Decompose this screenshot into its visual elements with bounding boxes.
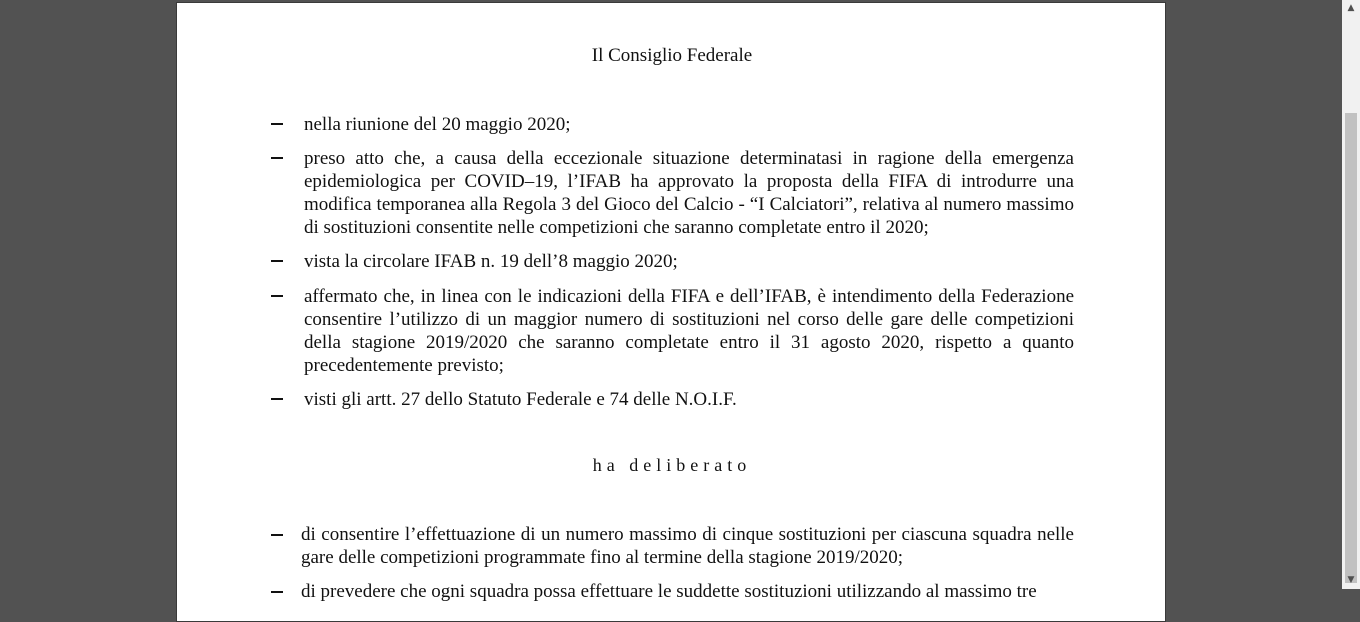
deliberation-heading: ha deliberato [592, 455, 752, 475]
scrollbar-thumb[interactable] [1345, 113, 1357, 583]
decision-text: di consentire l’effettuazione di un numero massimo di cinque sostituzioni per ciascuna squadra nelle gare delle competizioni programmate fino al termine della stagione 2019/2020; [301, 524, 1074, 568]
decision-text: di prevedere che ogni squadra possa effettuare le suddette sostituzioni utilizzando al massimo tre [301, 581, 1037, 602]
premise-text: affermato che, in linea con le indicazioni della FIFA e dell’IFAB, è intendimento della Federazione consentire l’utilizzo di un maggior numero di sostituzioni nel corso delle gare delle competizioni della stagione 2019/2020 che saranno completate entro il 31 agosto 2020, rispetto a quanto precedentemente previsto; [304, 286, 1074, 376]
premise-text: preso atto che, a causa della eccezionale situazione determinatasi in ragione della emergenza epidemiologica per COVID–19, l’IFAB ha approvato la proposta della FIFA di introdurre una modifica temporanea alla Regola 3 del Gioco del Calcio - “I Calciatori”, relativa al numero massimo di sostituzioni consentite nelle competizioni che saranno completate entro il 2020; [304, 148, 1074, 238]
chevron-down-icon[interactable]: ▼ [1347, 575, 1355, 585]
vertical-scrollbar[interactable] [1342, 0, 1360, 589]
dash-bullet [271, 591, 283, 593]
dash-bullet [271, 295, 283, 297]
premise-text: visti gli artt. 27 dello Statuto Federale e 74 delle N.O.I.F. [304, 389, 737, 410]
document-page [176, 2, 1166, 622]
dash-bullet [271, 157, 283, 159]
dash-bullet [271, 398, 283, 400]
dash-bullet [271, 534, 283, 536]
document-title: Il Consiglio Federale [591, 45, 753, 66]
chevron-up-icon[interactable]: ▲ [1347, 3, 1355, 13]
premise-text: vista la circolare IFAB n. 19 dell’8 maggio 2020; [304, 251, 678, 272]
premise-text: nella riunione del 20 maggio 2020; [304, 114, 571, 135]
dash-bullet [271, 260, 283, 262]
dash-bullet [271, 123, 283, 125]
